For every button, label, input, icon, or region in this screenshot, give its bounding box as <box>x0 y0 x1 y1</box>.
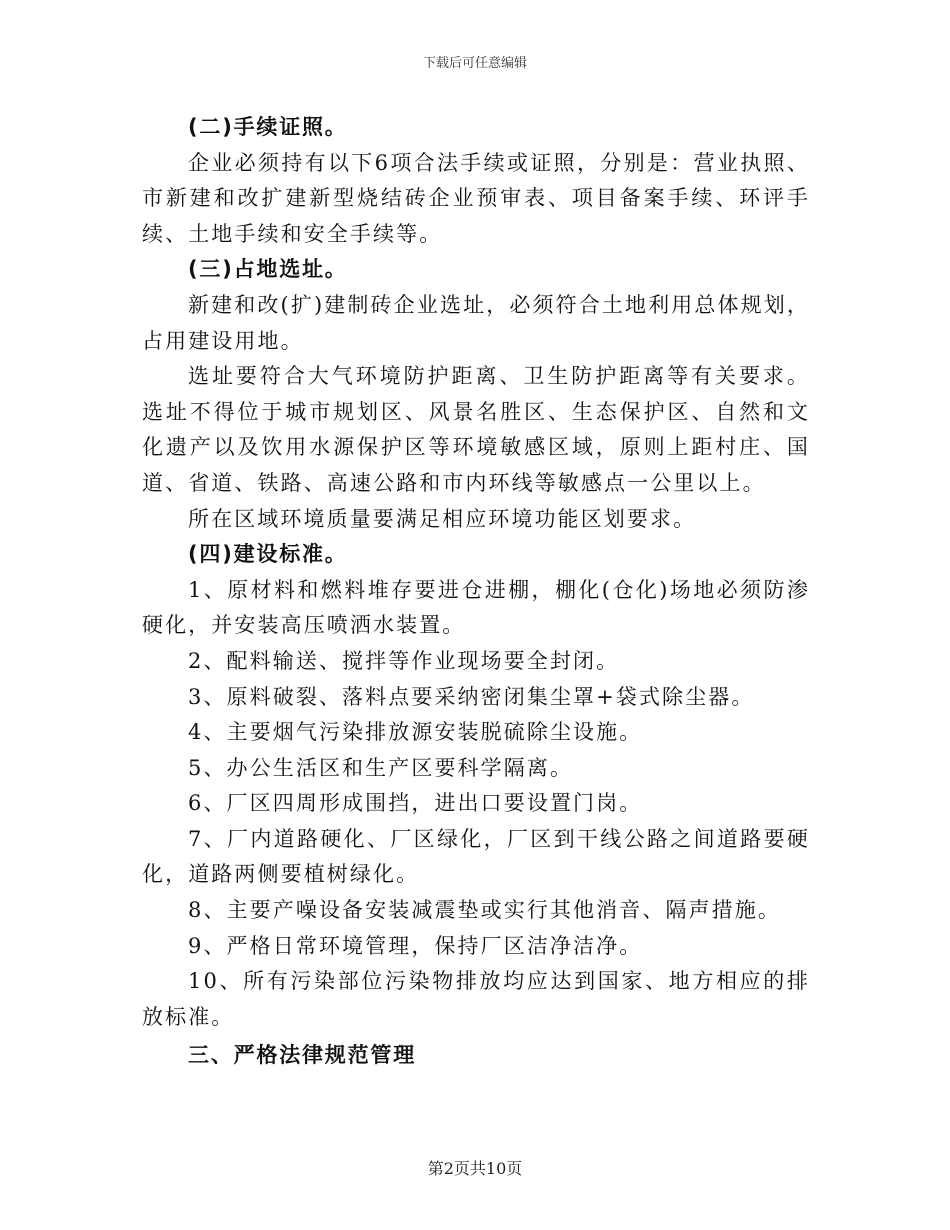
list-item: 8、主要产噪设备安装减震垫或实行其他消音、隔声措施。 <box>188 898 781 923</box>
page-header: 下载后可任意编辑 <box>422 56 527 71</box>
heading-construction-standards: (四)建设标准。 <box>188 542 348 567</box>
list-item: 2、配料输送、搅拌等作业现场要全封闭。 <box>188 648 620 673</box>
section-heading-legal: 三、严格法律规范管理 <box>188 1043 416 1068</box>
list-item: 3、原料破裂、落料点要采纳密闭集尘罩+袋式除尘器。 <box>188 684 755 709</box>
paragraph-site-land: 新建和改(扩)建制砖企业选址，必须符合土地利用总体规划，占用建设用地。 <box>142 292 810 353</box>
list-item: 9、严格日常环境管理，保持厂区洁净洁净。 <box>188 933 643 958</box>
list-item: 5、办公生活区和生产区要科学隔离。 <box>188 755 574 780</box>
paragraph-procedures: 企业必须持有以下6项合法手续或证照，分别是：营业执照、市新建和改扩建新型烧结砖企业预审表、项目备案手续、环评手续、土地手续和安全手续等。 <box>142 150 810 246</box>
page-number: 第2页共10页 <box>427 1159 523 1178</box>
list-item: 6、厂区四周形成围挡，进出口要设置门岗。 <box>188 791 643 816</box>
list-item: 7、厂内道路硬化、厂区绿化，厂区到干线公路之间道路要硬化，道路两侧要植树绿化。 <box>142 826 810 887</box>
list-item: 4、主要烟气污染排放源安装脱硫除尘设施。 <box>188 720 643 745</box>
paragraph-site-environment: 所在区域环境质量要满足相应环境功能区划要求。 <box>188 506 697 531</box>
paragraph-site-requirements: 选址要符合大气环境防护距离、卫生防护距离等有关要求。选址不得位于城市规划区、风景名胜区、生态保护区、自然和文化遗产以及饮用水源保护区等环境敏感区域，原则上距村庄、国道、省道、铁路、高速公路和市内环线等敏感点一公里以上。 <box>142 364 810 495</box>
list-item: 10、所有污染部位污染物排放均应达到国家、地方相应的排放标准。 <box>142 969 810 1029</box>
heading-site-selection: (三)占地选址。 <box>188 257 348 282</box>
heading-procedures: (二)手续证照。 <box>188 115 348 139</box>
list-item: 1、原材料和燃料堆存要进仓进棚，棚化(仓化)场地必须防渗硬化，并安装高压喷洒水装置。 <box>142 577 810 638</box>
document-body <box>142 110 810 1074</box>
